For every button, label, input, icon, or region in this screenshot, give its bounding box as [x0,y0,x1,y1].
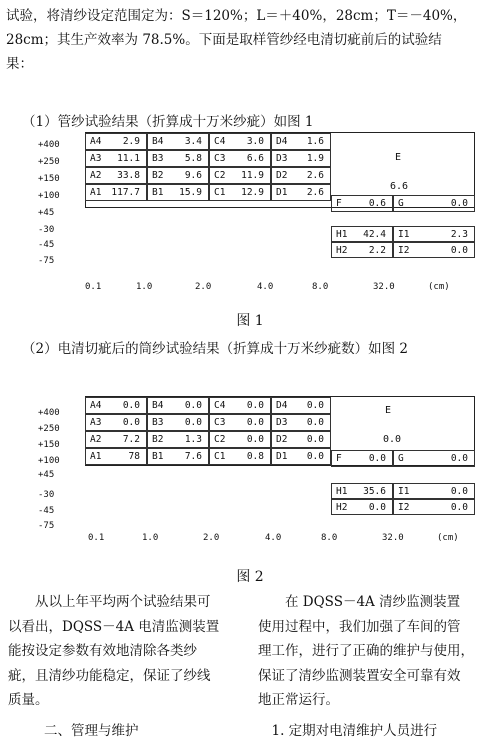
text-line: 质量。 [8,688,240,713]
cell-D3: D3 0.0 [271,414,331,431]
left-column [8,590,240,743]
intro-line: 28cm；其生产效率为 78.5%。下面是取样管纱经电清切疵前后的试验结 [6,28,494,52]
cell-B4: B4 3.4 [147,133,209,150]
x-tick: 1.0 [136,282,152,292]
y-tick: -75 [38,256,54,266]
cell-I2: I2 0.0 [393,242,475,258]
x-tick: 32.0 [373,282,395,292]
y-tick: +250 [38,424,60,434]
cell-A2: A2 33.8 [85,167,147,184]
cell-F: F 0.0 [331,450,393,467]
cell-D1: D1 2.6 [271,184,331,201]
cell-A4: A4 0.0 [85,397,147,414]
y-tick: -45 [38,506,54,516]
region-E-label: E [385,405,391,416]
right-column [258,590,496,743]
cell-D3: D3 1.9 [271,150,331,167]
x-tick: 4.0 [265,533,281,543]
cell-F: F 0.6 [331,195,393,212]
cell-D1: D1 0.0 [271,448,331,465]
text-line: 地正常运行。 [258,688,496,713]
cell-A2: A2 7.2 [85,431,147,448]
fig2-heading: （2）电清切疵后的筒纱试验结果（折算成十万米纱疵数）如图 2 [22,337,408,357]
cell-D2: D2 2.6 [271,167,331,184]
text-line: 1. 定期对电清维护人员进行 [258,719,496,743]
text-line: 理工作，进行了正确的维护与使用， [258,639,496,664]
cell-D4: D4 0.0 [271,397,331,414]
text-line: 使用过程中，我们加强了车间的管 [258,615,496,640]
cell-B3: B3 0.0 [147,414,209,431]
fig2-caption: 图 2 [0,566,500,586]
cell-G: G 0.0 [393,195,475,212]
x-tick: 32.0 [382,533,404,543]
x-tick: 8.0 [312,282,328,292]
cell-C1: C1 0.8 [209,448,271,465]
x-tick: 4.0 [257,282,273,292]
x-tick: 8.0 [321,533,337,543]
cell-H1: H1 42.4 [331,226,393,242]
cell-G: G 0.0 [393,450,475,467]
cell-I1: I1 0.0 [393,483,475,499]
region-E-value: 6.6 [390,181,408,192]
intro-line: 试验，将清纱设定范围定为：S＝120%；L＝＋40%，28cm；T＝－40%， [6,4,494,28]
y-tick: -30 [38,225,54,235]
cell-H2: H2 0.0 [331,499,393,515]
text-line: 从以上年平均两个试验结果可 [8,590,240,615]
cell-H2: H2 2.2 [331,242,393,258]
x-unit: (cm) [437,533,459,543]
cell-B2: B2 9.6 [147,167,209,184]
y-tick: +100 [38,456,60,466]
cell-D4: D4 1.6 [271,133,331,150]
cell-A3: A3 0.0 [85,414,147,431]
cell-A1: A1 78 [85,448,147,465]
intro-line: 果： [6,52,494,76]
y-tick: +150 [38,174,60,184]
cell-A4: A4 2.9 [85,133,147,150]
cell-B4: B4 0.0 [147,397,209,414]
y-tick: +400 [38,408,60,418]
cell-H1: H1 35.6 [331,483,393,499]
cell-I1: I1 2.3 [393,226,475,242]
y-tick: +150 [38,440,60,450]
y-tick: +45 [38,470,54,480]
x-tick: 0.1 [88,533,104,543]
y-tick: +45 [38,208,54,218]
text-line: 在 DQSS－4A 清纱监测装置 [258,590,496,615]
text-line: 以看出，DQSS－4A 电清监测装置 [8,615,240,640]
region-E-label: E [395,152,401,163]
y-tick: +250 [38,157,60,167]
cell-A1: A1 117.7 [85,184,147,201]
cell-D2: D2 0.0 [271,431,331,448]
section-title: 二、管理与维护 [8,719,240,743]
cell-C1: C1 12.9 [209,184,271,201]
x-tick: 1.0 [142,533,158,543]
fig1-heading: （1）管纱试验结果（折算成十万米纱疵）如图 1 [22,110,313,130]
cell-C3: C3 0.0 [209,414,271,431]
cell-C2: C2 0.0 [209,431,271,448]
cell-B1: B1 7.6 [147,448,209,465]
cell-C3: C3 6.6 [209,150,271,167]
x-tick: 0.1 [85,282,101,292]
y-tick: -75 [38,521,54,531]
cell-B1: B1 15.9 [147,184,209,201]
x-tick: 2.0 [203,533,219,543]
cell-C4: C4 0.0 [209,397,271,414]
cell-C2: C2 11.9 [209,167,271,184]
cell-B2: B2 1.3 [147,431,209,448]
x-tick: 2.0 [195,282,211,292]
fig1-caption: 图 1 [0,310,500,330]
x-unit: (cm) [428,282,450,292]
cell-B3: B3 5.8 [147,150,209,167]
y-tick: -30 [38,490,54,500]
text-line: 保证了清纱监测装置安全可靠有效 [258,664,496,689]
text-line: 疵，且清纱功能稳定，保证了纱线 [8,664,240,689]
cell-C4: C4 3.0 [209,133,271,150]
text-line: 能按设定参数有效地清除各类纱 [8,639,240,664]
region-E-value: 0.0 [383,434,401,445]
y-tick: +400 [38,140,60,150]
y-tick: +100 [38,191,60,201]
cell-I2: I2 0.0 [393,499,475,515]
y-tick: -45 [38,240,54,250]
cell-A3: A3 11.1 [85,150,147,167]
